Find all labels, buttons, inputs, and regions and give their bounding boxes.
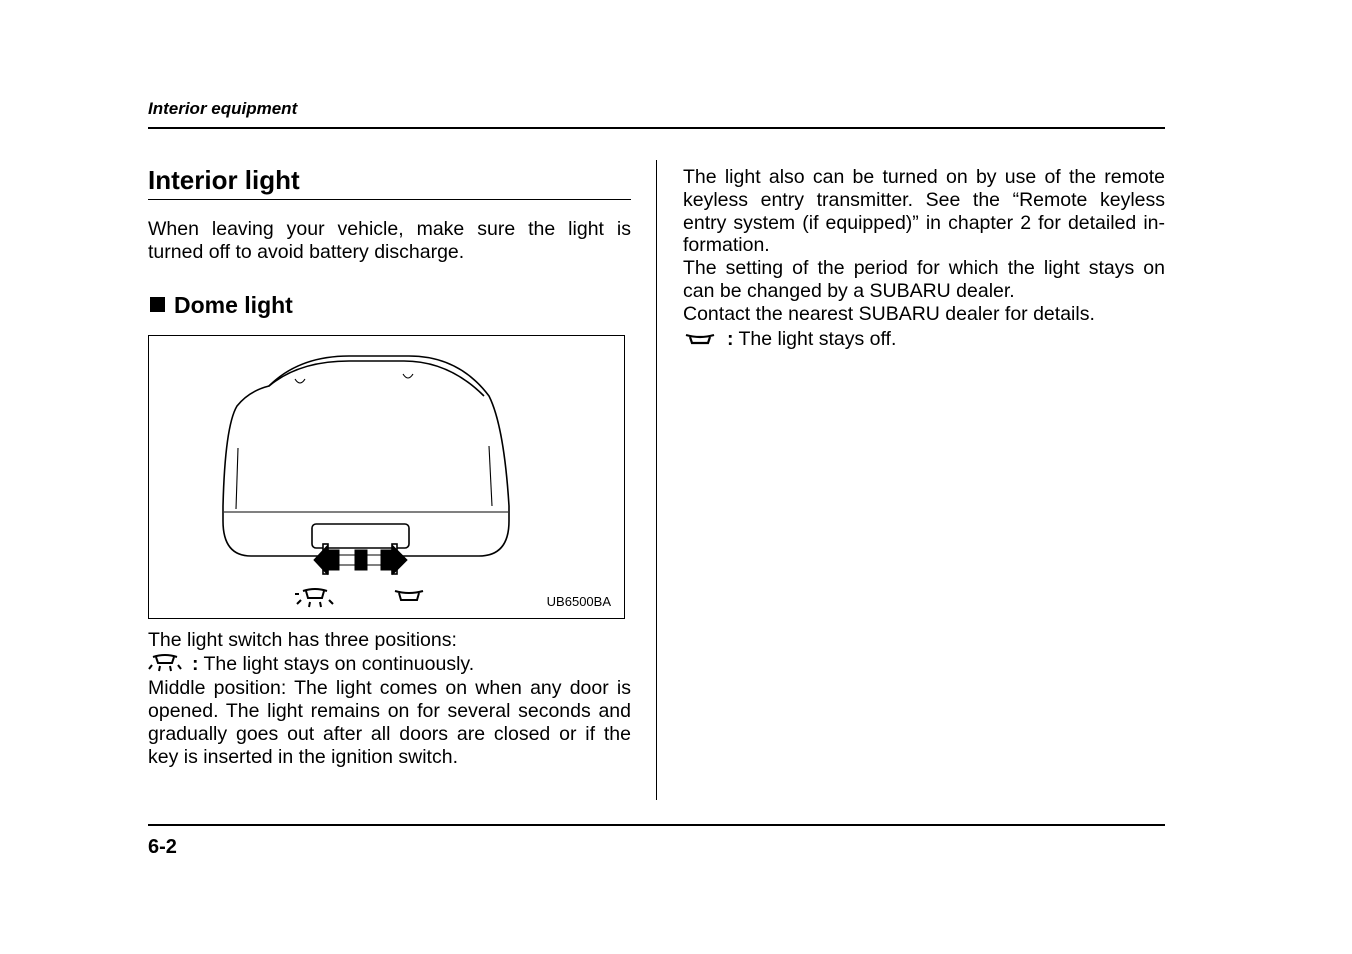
middle-position-paragraph: Middle position: The light comes on when any door is opened. The light remains on for several seconds and gradually goes out after all doors are closed or if the key is inserted in the ignition switch. xyxy=(148,677,631,768)
colon: : xyxy=(727,327,734,350)
left-column xyxy=(148,165,631,769)
off-position-text: The light stays off. xyxy=(738,327,897,350)
switch-intro: The light switch has three positions: xyxy=(148,628,457,651)
subsection-heading xyxy=(148,291,631,319)
dome-light-figure xyxy=(148,335,625,619)
intro-paragraph: When leaving your vehicle, make sure the light is turned off to avoid battery discharge. xyxy=(148,218,631,263)
off-position-line xyxy=(683,326,1165,352)
dealer-setting-paragraph: The setting of the period for which the light stays on can be changed by a SUBARU dealer. xyxy=(683,257,1165,302)
subsection-title: Dome light xyxy=(174,291,293,318)
dome-light-illustration xyxy=(149,336,624,618)
dome-light-off-icon xyxy=(683,330,719,348)
on-position-line xyxy=(148,651,631,677)
colon: : xyxy=(192,653,199,676)
square-bullet-icon xyxy=(150,297,165,312)
dome-light-on-icon xyxy=(148,653,184,675)
page-number: 6-2 xyxy=(148,836,177,858)
on-position-text: The light stays on continuously. xyxy=(203,653,475,676)
running-header: Interior equipment xyxy=(148,99,298,118)
column-divider xyxy=(656,160,657,800)
section-title: Interior light xyxy=(148,165,631,200)
remote-keyless-paragraph: The light also can be turned on by use of the remote keyless entry transmitter. See the “Remote keyless entry system (if equipped)” in chapter 2 for detailed in-formation. xyxy=(683,166,1165,257)
footer-rule xyxy=(148,824,1165,826)
right-column xyxy=(683,166,1165,352)
header-rule xyxy=(148,127,1165,129)
contact-dealer-paragraph: Contact the nearest SUBARU dealer for details. xyxy=(683,302,1095,325)
figure-code: UB6500BA xyxy=(546,593,611,609)
